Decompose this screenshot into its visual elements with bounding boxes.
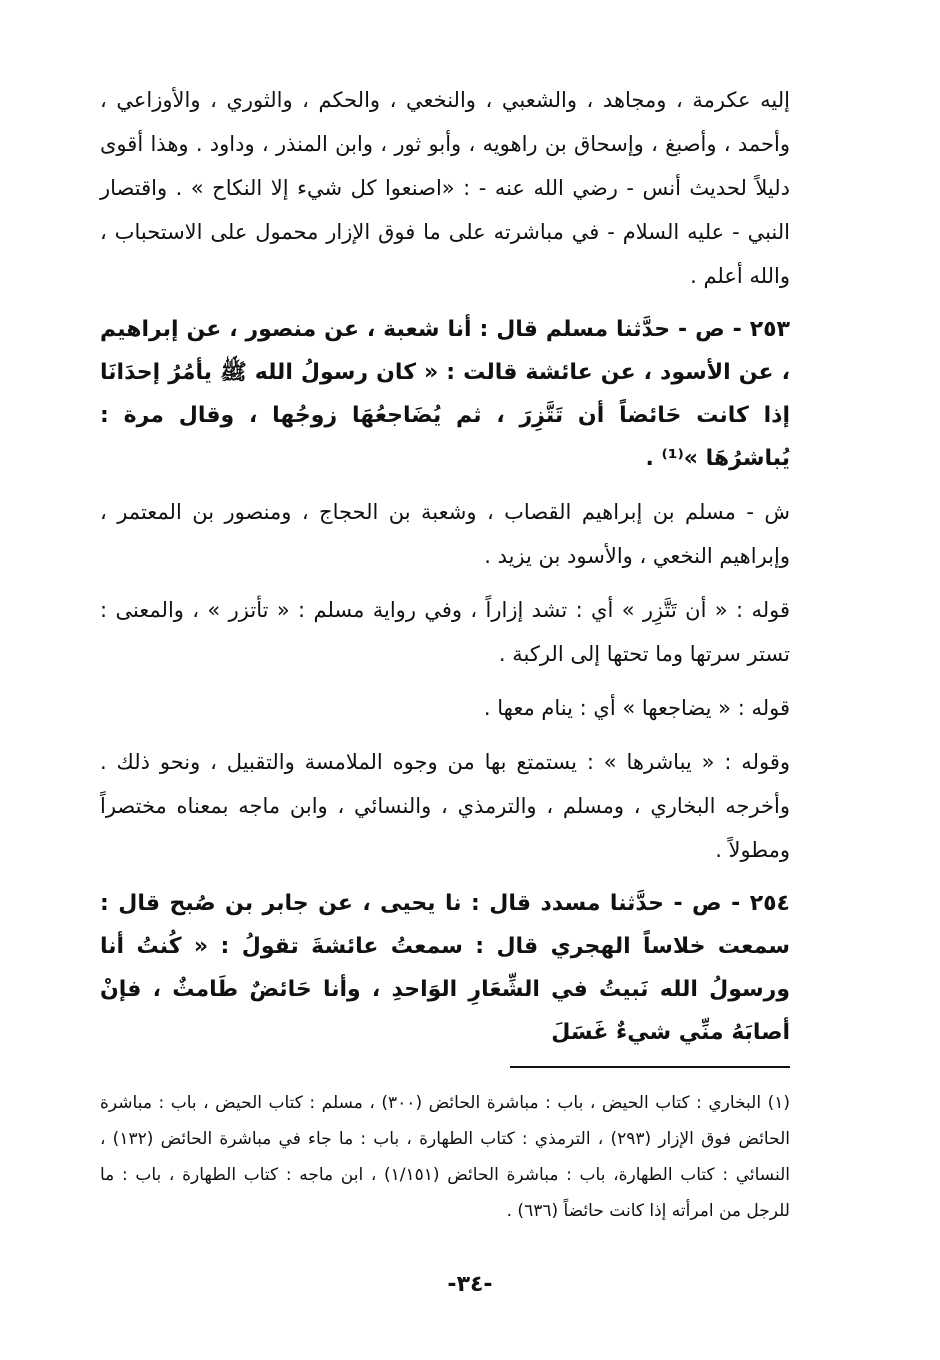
paragraph-p1: إليه عكرمة ، ومجاهد ، والشعبي ، والنخعي ، والحكم ، والثوري ، والأوزاعي ، وأحمد ، وأصبغ ، وإسحاق بن راهويه ، وأبو ثور ، وابن المنذر ، وداود . وهذا أقوى دليلاً لحديث أنس - رضي الله عنه - : «اصنعوا كل شيء إلا النكاح » . واقتصار النبي - عليه السلام - في مباشرته على ما فوق الإزار محمول على الاستحباب ، والله أعلم . <box>100 88 790 288</box>
footnote-divider <box>510 1066 790 1068</box>
page-number: -٣٤- <box>447 1272 493 1297</box>
hadith-253: ٢٥٣ - ص - حدَّثنا مسلم قال : أنا شعبة ، عن منصور ، عن إبراهيم ، عن الأسود ، عن عائشة قالت : « كان رسولُ الله ﷺ يأمُرُ إحدَانَا إذا كانت حَائضاً أن تَتَّزِرَ ، ثم يُضَاجعُهَا زوجُها ، وقال مرة : يُباشرُهَا »⁽¹⁾ . <box>100 317 790 471</box>
hadith-254: ٢٥٤ - ص - حدَّثنا مسدد قال : نا يحيى ، عن جابر بن صُبح قال : سمعت خلاساً الهجري قال : سمعتُ عائشةَ تقولُ : « كُنتُ أنا ورسولُ الله نَبيتُ في الشِّعَارِ الوَاحدِ ، وأنا حَائضٌ طَامثٌ ، فإنْ أصابَهُ منِّي شيءٌ غَسَلَ <box>100 891 790 1045</box>
footnote-1: (١) البخاري : كتاب الحيض ، باب : مباشرة الحائض (٣٠٠) ، مسلم : كتاب الحيض ، باب : مباشرة الحائض فوق الإزار (٢٩٣) ، الترمذي : كتاب الطهارة ، باب : ما جاء في مباشرة الحائض (١٣٢) ، النسائي : كتاب الطهارة، باب : مباشرة الحائض (١/١٥١) ، ابن ماجه : كتاب الطهارة ، باب : ما للرجل من امرأته إذا كانت حائضاً (٦٣٦) . <box>100 1093 790 1221</box>
page-body <box>100 78 790 1278</box>
commentary-yubashiruha: وقوله : « يباشرها » : يستمتع بها من وجوه الملامسة والتقبيل ، ونحو ذلك . وأخرجه البخاري ، ومسلم ، والترمذي ، والنسائي ، وابن ماجه بمعناه مختصراً ومطولاً . <box>100 750 790 862</box>
commentary-tattazir: قوله : « أن تَتَّزِر » أي : تشد إزاراً ، وفي رواية مسلم : « تأتزر » ، والمعنى : تستر سرتها وما تحتها إلى الركبة . <box>100 598 790 666</box>
commentary-yudajiuha: قوله : « يضاجعها » أي : ينام معها . <box>483 696 790 720</box>
commentary-narrators: ش - مسلم بن إبراهيم القصاب ، وشعبة بن الحجاج ، ومنصور بن المعتمر ، وإبراهيم النخعي ، والأسود بن يزيد . <box>100 500 790 568</box>
